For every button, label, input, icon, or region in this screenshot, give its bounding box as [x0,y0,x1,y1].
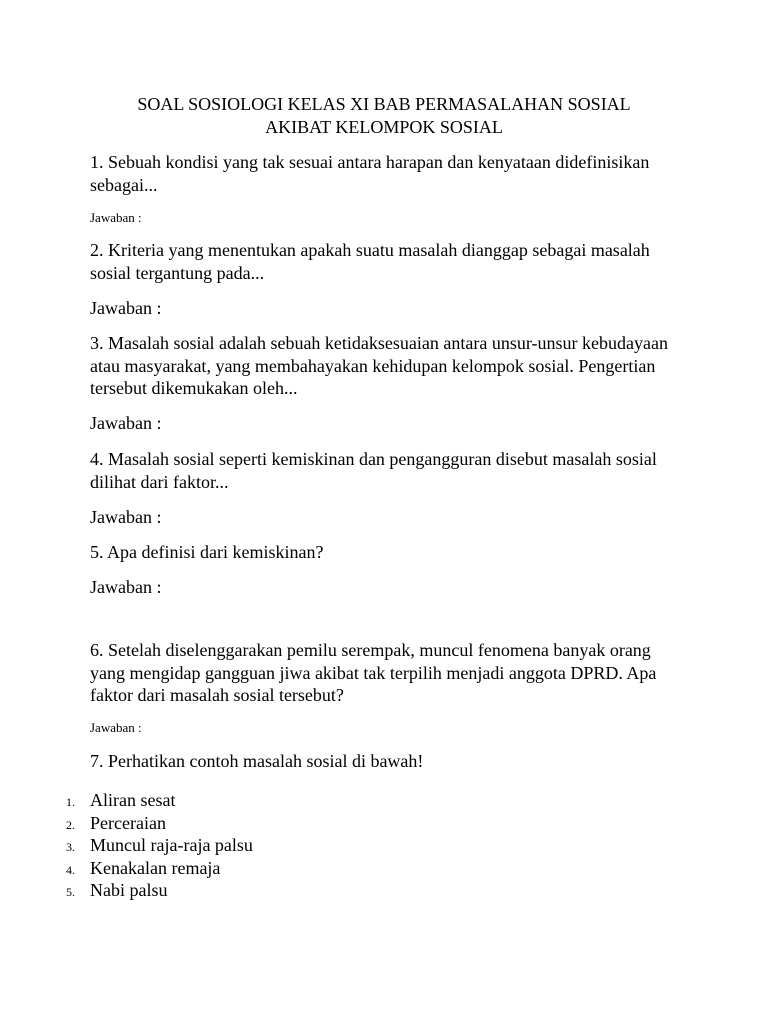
answer-5: Jawaban : [90,577,162,597]
list-item-number: 2. [66,817,75,832]
list-item-number: 3. [66,840,75,854]
list-item [0,812,768,835]
question-2: 2. Kriteria yang menentukan apakah suatu masalah dianggap sebagai masalah sosial tergantung pada... [90,240,650,283]
answer-3: Jawaban : [90,413,162,433]
answer-4: Jawaban : [90,507,162,527]
question-3: 3. Masalah sosial adalah sebuah ketidaksesuaian antara unsur-unsur kebudayaan atau masyarakat, yang membahayakan kehidupan kelompok sosial. Pengertian tersebut dikemukakan oleh... [90,333,668,398]
list-item-text: Aliran sesat [90,790,176,810]
list-item-text: Nabi palsu [90,880,168,900]
list-item-text: Muncul raja-raja palsu [90,835,253,855]
question-5: 5. Apa definisi dari kemiskinan? [90,542,324,562]
title-line-2: AKIBAT KELOMPOK SOSIAL [265,117,503,137]
list-item [0,857,768,880]
question-6: 6. Setelah diselenggarakan pemilu serempak, muncul fenomena banyak orang yang mengidap gangguan jiwa akibat tak terpilih menjadi anggota DPRD. Apa faktor dari masalah sosial tersebut? [90,640,657,705]
list-item-text: Kenakalan remaja [90,857,221,878]
question-1: 1. Sebuah kondisi yang tak sesuai antara harapan dan kenyataan didefinisikan sebagai... [90,152,650,195]
question-7: 7. Perhatikan contoh masalah sosial di bawah! [90,751,424,771]
answer-1: Jawaban : [90,210,142,225]
title-line-1: SOAL SOSIOLOGI KELAS XI BAB PERMASALAHAN SOSIAL [137,94,631,114]
list-item [0,879,768,902]
list-item-text: Perceraian [90,812,166,833]
answer-2: Jawaban : [90,298,162,318]
question-4: 4. Masalah sosial seperti kemiskinan dan pengangguran disebut masalah sosial dilihat dari faktor... [90,449,657,492]
list-item [0,789,768,812]
list-item-number: 5. [66,885,75,899]
list-item [0,834,768,857]
list-item-number: 4. [66,862,75,877]
document-title [0,93,768,139]
answer-6: Jawaban : [90,720,142,735]
examples-list [0,789,768,902]
list-item-number: 1. [66,795,75,809]
